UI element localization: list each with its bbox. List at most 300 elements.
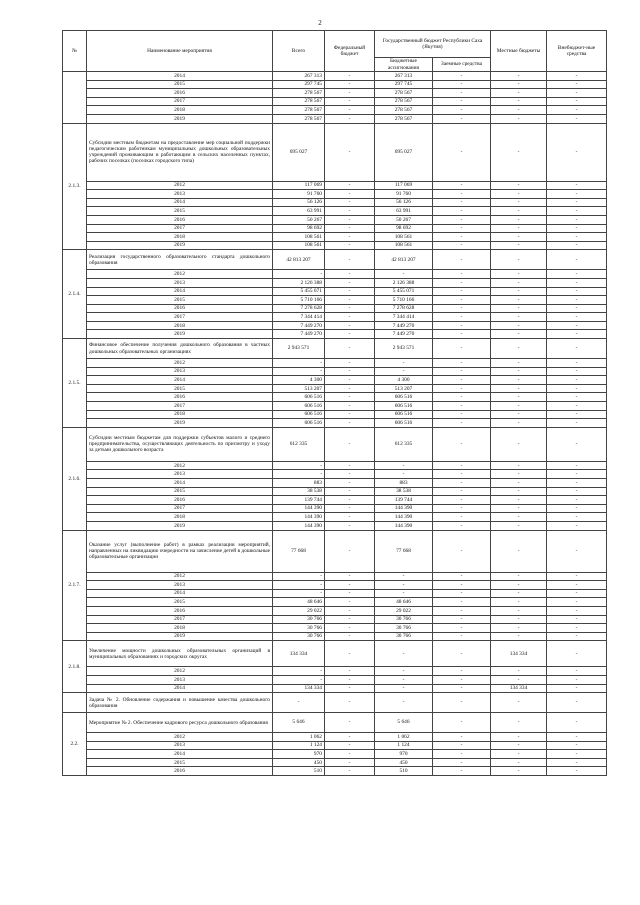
year-row [63,496,607,505]
cell-year: 2013 [87,470,273,479]
cell-local: - [491,487,547,496]
cell-total: 42 813 207 [273,250,325,270]
cell-state-alloc: 56 126 [375,198,433,207]
cell-federal: - [325,72,375,81]
year-row [63,313,607,322]
cell-local: - [491,190,547,199]
cell-year: 2014 [87,684,273,693]
cell-extra: - [547,606,607,615]
cell-local: - [491,504,547,513]
cell-total: 606 516 [273,419,325,428]
cell-extra: - [547,339,607,359]
year-row [63,287,607,296]
cell-state-alloc: - [375,470,433,479]
year-row [63,402,607,411]
cell-extra: - [547,410,607,419]
cell-federal: - [325,207,375,216]
year-row [63,589,607,598]
cell-total: 63 991 [273,207,325,216]
cell-state-alloc: 108 561 [375,241,433,250]
cell-extra: - [547,114,607,123]
item-number: 2.1.4. [63,250,87,339]
cell-federal: - [325,270,375,279]
cell-extra: - [547,393,607,402]
cell-federal: - [325,758,375,767]
year-row [63,606,607,615]
cell-local: - [491,750,547,759]
year-row [63,410,607,419]
cell-local: - [491,393,547,402]
cell-local: - [491,615,547,624]
cell-year: 2017 [87,97,273,106]
cell-federal: - [325,384,375,393]
cell-state-alloc: 29 022 [375,606,433,615]
cell-state-loans: - [433,693,491,713]
cell-total: - [273,270,325,279]
cell-local: - [491,479,547,488]
cell-total: - [273,667,325,676]
cell-federal: - [325,513,375,522]
cell-extra: - [547,615,607,624]
cell-extra: - [547,72,607,81]
cell-state-alloc: - [375,359,433,368]
cell-state-loans: - [433,624,491,633]
cell-extra: - [547,572,607,581]
cell-state-alloc: 30 766 [375,624,433,633]
cell-year: 2016 [87,89,273,98]
cell-state-alloc: 108 561 [375,233,433,242]
year-row [63,233,607,242]
cell-state-alloc: 278 567 [375,97,433,106]
cell-local: - [491,376,547,385]
cell-state-alloc: 883 [375,479,433,488]
cell-extra: - [547,487,607,496]
cell-total: - [273,461,325,470]
item-name: Реализация государственного образовательного стандарта дошкольного образования [87,250,273,270]
cell-state-alloc: 50 267 [375,215,433,224]
cell-local: 134 334 [491,684,547,693]
cell-year: 2014 [87,376,273,385]
cell-year: 2016 [87,304,273,313]
cell-total: 5 646 [273,713,325,733]
cell-local: - [491,693,547,713]
cell-state-loans: - [433,521,491,530]
cell-local: - [491,296,547,305]
cell-state-loans: - [433,487,491,496]
year-row [63,513,607,522]
item-number: 2.1.6. [63,427,87,530]
header-number: № [63,31,87,72]
cell-state-alloc: 30 766 [375,615,433,624]
item-number: 2.2. [63,713,87,776]
cell-extra: - [547,479,607,488]
cell-extra: - [547,513,607,522]
header-state-alloc: Бюджетные ассигнования [375,58,433,72]
cell-federal: - [325,675,375,684]
cell-state-alloc: 606 516 [375,419,433,428]
year-row [63,376,607,385]
cell-local: - [491,410,547,419]
cell-extra: - [547,667,607,676]
year-row [63,106,607,115]
cell-total: 1 124 [273,741,325,750]
cell-state-alloc: 144 390 [375,513,433,522]
cell-extra: - [547,198,607,207]
cell-local: - [491,80,547,89]
year-row [63,304,607,313]
header-local: Местные бюджеты [491,31,547,72]
cell-extra: - [547,181,607,190]
cell-federal: - [325,419,375,428]
cell-extra: - [547,504,607,513]
cell-federal: - [325,767,375,776]
item-row [63,641,607,667]
cell-federal: - [325,684,375,693]
cell-federal: - [325,321,375,330]
cell-local: - [491,632,547,641]
cell-federal: - [325,572,375,581]
cell-local: - [491,215,547,224]
cell-year: 2013 [87,190,273,199]
cell-state-loans: - [433,641,491,667]
cell-federal: - [325,97,375,106]
cell-total: 7 278 628 [273,304,325,313]
cell-extra: - [547,624,607,633]
cell-state-alloc: 606 516 [375,393,433,402]
cell-local: - [491,114,547,123]
cell-total: - [273,470,325,479]
cell-total: - [273,581,325,590]
item-row [63,427,607,461]
cell-extra: - [547,296,607,305]
cell-state-alloc: 91 760 [375,190,433,199]
cell-state-alloc: 48 646 [375,598,433,607]
cell-extra: - [547,496,607,505]
year-row [63,393,607,402]
cell-extra: - [547,530,607,572]
cell-extra: - [547,367,607,376]
cell-federal: - [325,241,375,250]
cell-total: - [273,675,325,684]
cell-state-loans: - [433,684,491,693]
cell-extra: - [547,675,607,684]
cell-extra: - [547,693,607,713]
cell-extra: - [547,270,607,279]
cell-total: 513 207 [273,384,325,393]
cell-state-loans: - [433,581,491,590]
cell-year: 2019 [87,632,273,641]
cell-local: - [491,513,547,522]
cell-state-loans: - [433,97,491,106]
cell-local: - [491,321,547,330]
cell-state-loans: - [433,80,491,89]
cell-year: 2012 [87,667,273,676]
cell-federal: - [325,376,375,385]
cell-local: - [491,470,547,479]
cell-year: 2017 [87,224,273,233]
cell-total: 38 538 [273,487,325,496]
cell-state-loans: - [433,741,491,750]
cell-local: - [491,461,547,470]
cell-year: 2012 [87,572,273,581]
cell-local: - [491,367,547,376]
cell-total: 970 [273,750,325,759]
cell-local: - [491,181,547,190]
cell-extra: - [547,598,607,607]
cell-extra: - [547,287,607,296]
cell-extra: - [547,278,607,287]
cell-state-alloc: - [375,641,433,667]
year-row [63,479,607,488]
cell-state-alloc: 267 313 [375,72,433,81]
cell-federal: - [325,530,375,572]
cell-state-loans: - [433,376,491,385]
cell-total: 77 668 [273,530,325,572]
year-row [63,624,607,633]
cell-federal: - [325,367,375,376]
year-row [63,321,607,330]
cell-total: 267 313 [273,72,325,81]
cell-year: 2014 [87,198,273,207]
cell-federal: - [325,615,375,624]
cell-total: 2 126 388 [273,278,325,287]
cell-state-loans: - [433,313,491,322]
cell-extra: - [547,80,607,89]
cell-federal: - [325,278,375,287]
year-row [63,733,607,742]
cell-federal: - [325,287,375,296]
cell-federal: - [325,461,375,470]
cell-state-alloc: 297 745 [375,80,433,89]
cell-state-loans: - [433,496,491,505]
cell-total: 134 334 [273,684,325,693]
cell-year: 2016 [87,496,273,505]
cell-local: - [491,521,547,530]
cell-total: 7 449 270 [273,321,325,330]
cell-federal: - [325,733,375,742]
cell-state-loans: - [433,330,491,339]
cell-state-alloc: 1 124 [375,741,433,750]
cell-state-loans: - [433,667,491,676]
cell-federal: - [325,233,375,242]
cell-year: 2019 [87,330,273,339]
cell-federal: - [325,624,375,633]
cell-state-loans: - [433,589,491,598]
year-row [63,270,607,279]
cell-state-alloc: 63 991 [375,207,433,216]
cell-federal: - [325,521,375,530]
header-federal: Федеральный бюджет [325,31,375,72]
cell-local: - [491,675,547,684]
item-name: Оказание услуг (выполнение работ) в рамках реализации мероприятий, направленных на ликвидацию очередности на зачисление детей в дошкольные образовательные организации [87,530,273,572]
cell-local: - [491,733,547,742]
cell-federal: - [325,215,375,224]
cell-total: 4 300 [273,376,325,385]
cell-total: - [273,693,325,713]
cell-year: 2018 [87,624,273,633]
cell-state-loans: - [433,367,491,376]
cell-extra: - [547,321,607,330]
cell-state-loans: - [433,384,491,393]
cell-state-alloc: 7 449 270 [375,321,433,330]
cell-state-alloc: - [375,367,433,376]
year-row [63,470,607,479]
cell-state-loans: - [433,530,491,572]
cell-state-alloc: 7 278 628 [375,304,433,313]
year-row [63,80,607,89]
cell-state-loans: - [433,123,491,181]
cell-federal: - [325,606,375,615]
cell-state-loans: - [433,402,491,411]
cell-extra: - [547,89,607,98]
cell-extra: - [547,330,607,339]
cell-local: - [491,606,547,615]
cell-year: 2014 [87,479,273,488]
cell-local: - [491,241,547,250]
cell-federal: - [325,410,375,419]
cell-state-alloc: 612 335 [375,427,433,461]
item-number: 2.1.3. [63,123,87,250]
year-row [63,521,607,530]
cell-year: 2014 [87,750,273,759]
cell-extra: - [547,250,607,270]
cell-state-loans: - [433,198,491,207]
cell-total: 7 344 414 [273,313,325,322]
cell-total: 30 766 [273,624,325,633]
cell-federal: - [325,479,375,488]
cell-extra: - [547,632,607,641]
cell-state-loans: - [433,767,491,776]
cell-local: - [491,123,547,181]
cell-local: - [491,89,547,98]
cell-state-loans: - [433,72,491,81]
cell-federal: - [325,313,375,322]
year-row [63,207,607,216]
cell-federal: - [325,198,375,207]
cell-extra: - [547,304,607,313]
cell-extra: - [547,207,607,216]
cell-state-loans: - [433,190,491,199]
item-name: Мероприятие № 2. Обеспечение кадрового ресурса дошкольного образования [87,713,273,733]
cell-state-loans: - [433,114,491,123]
cell-state-loans: - [433,181,491,190]
cell-state-alloc: - [375,667,433,676]
year-row [63,419,607,428]
cell-state-alloc: - [375,675,433,684]
cell-federal: - [325,114,375,123]
cell-total: - [273,572,325,581]
table-body [63,72,607,776]
cell-federal: - [325,581,375,590]
item-row [63,123,607,181]
cell-federal: - [325,123,375,181]
cell-extra: - [547,427,607,461]
cell-extra: - [547,233,607,242]
cell-total: 144 390 [273,513,325,522]
cell-local: - [491,572,547,581]
cell-state-loans: - [433,632,491,641]
cell-state-loans: - [433,479,491,488]
cell-total: 278 567 [273,114,325,123]
cell-state-alloc: 278 567 [375,106,433,115]
cell-federal: - [325,250,375,270]
cell-year: 2015 [87,384,273,393]
cell-extra: - [547,589,607,598]
cell-state-alloc: - [375,461,433,470]
cell-local: - [491,598,547,607]
cell-year: 2012 [87,461,273,470]
cell-local: - [491,624,547,633]
cell-year: 2015 [87,207,273,216]
cell-total: 56 126 [273,198,325,207]
cell-state-alloc: - [375,572,433,581]
year-row [63,767,607,776]
cell-federal: - [325,330,375,339]
year-row [63,89,607,98]
item-number: 2.1.8. [63,641,87,693]
item-row [63,693,607,713]
cell-state-alloc: 606 516 [375,402,433,411]
cell-state-loans: - [433,615,491,624]
cell-state-alloc: 606 516 [375,410,433,419]
cell-total: 606 516 [273,402,325,411]
year-row [63,487,607,496]
year-row [63,581,607,590]
cell-year: 2015 [87,758,273,767]
cell-total: 91 760 [273,190,325,199]
cell-federal: - [325,339,375,359]
cell-state-loans: - [433,461,491,470]
cell-state-loans: - [433,393,491,402]
cell-state-alloc: 1 062 [375,733,433,742]
cell-year: 2013 [87,675,273,684]
cell-extra: - [547,733,607,742]
cell-total: 883 [273,479,325,488]
cell-federal: - [325,589,375,598]
item-row [63,250,607,270]
cell-federal: - [325,190,375,199]
cell-year: 2019 [87,521,273,530]
cell-state-alloc: 513 207 [375,384,433,393]
cell-extra: - [547,97,607,106]
cell-state-loans: - [433,207,491,216]
cell-federal: - [325,693,375,713]
item-name: Увеличение мощности дошкольных образовательных организаций в муниципальных образованиях и городских округах [87,641,273,667]
cell-state-alloc: 278 567 [375,89,433,98]
cell-federal: - [325,598,375,607]
year-row [63,750,607,759]
year-row [63,632,607,641]
cell-total: 606 516 [273,410,325,419]
cell-extra: - [547,521,607,530]
item-name: Субсидии местным бюджетам на предоставление мер социальной поддержки педагогическим работникам муниципальных дошкольных образовательных учреждений проживающим и работающим в сельских населенных пунктах, рабочих поселках (поселках городского типа) [87,123,273,181]
cell-year: 2012 [87,270,273,279]
cell-total: 1 062 [273,733,325,742]
cell-total: 278 567 [273,89,325,98]
cell-state-alloc: 450 [375,758,433,767]
cell-total: 50 267 [273,215,325,224]
cell-total: 30 766 [273,615,325,624]
cell-year: 2017 [87,504,273,513]
cell-state-loans: - [433,470,491,479]
cell-state-loans: - [433,713,491,733]
cell-local: - [491,339,547,359]
cell-state-loans: - [433,427,491,461]
cell-year: 2012 [87,359,273,368]
cell-state-loans: - [433,750,491,759]
cell-extra: - [547,741,607,750]
year-row [63,97,607,106]
